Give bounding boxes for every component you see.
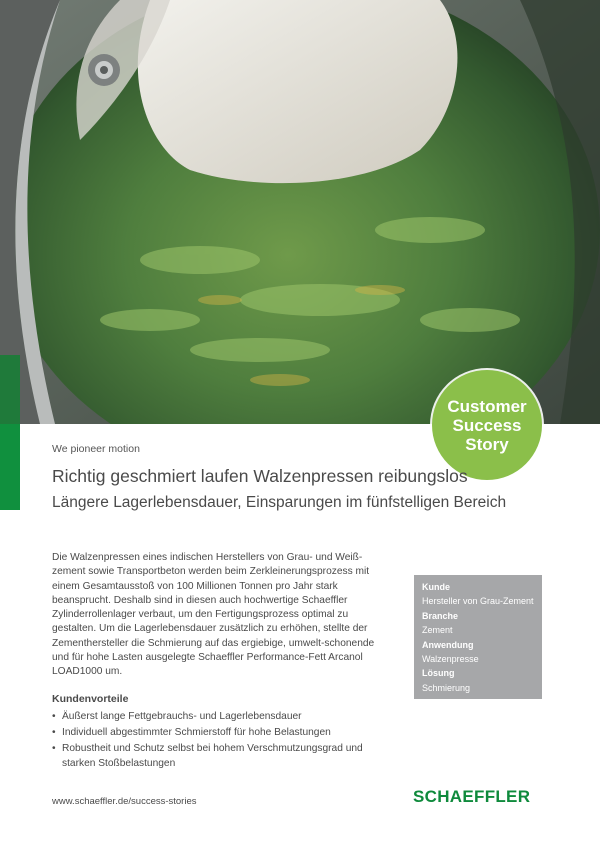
benefit-text: Individuell abgestimmter Schmierstoff für hohe Belastungen	[62, 727, 331, 738]
project-info-box	[414, 575, 542, 699]
hero-photo	[0, 0, 600, 424]
info-label-kunde: Kunde	[422, 582, 450, 592]
green-grease-bearing-photo	[0, 0, 600, 424]
success-stories-link[interactable]: www.schaeffler.de/success-stories	[52, 796, 197, 807]
benefit-text: Äußerst lange Fettgebrauchs- und Lagerlebensdauer	[62, 711, 302, 722]
info-value-kunde: Hersteller von Grau-Zement	[422, 596, 534, 607]
badge-line-1: Customer	[447, 396, 527, 416]
accent-bar-bottom	[0, 424, 20, 510]
list-item	[52, 726, 392, 741]
info-label-anwendung: Anwendung	[422, 639, 474, 650]
info-value-loesung: Schmierung	[422, 682, 471, 693]
info-label-loesung: Lösung	[422, 668, 455, 679]
bullet-icon: •	[52, 711, 56, 722]
bullet-icon: •	[52, 727, 56, 738]
benefits-list	[52, 710, 392, 773]
bullet-icon: •	[52, 743, 56, 754]
intro-paragraph: Die Walzenpressen eines indischen Herstellers von Grau- und Weiß-zement sowie Transportbeton werden beim Zerkleinerungsprozess mit einem Gesamtausstoß von 100 Millionen Tonnen pro Jahr stark beansprucht. Deshalb sind in diesen auch hochwertige Schaeffler Zylinderrollenlager verbaut, um den Fertigungsprozess optimal zu gestalten. Um die Lagerlebensdauer zusätzlich zu erhöhen, stellte der Zementhersteller die Schmierung auf das ergiebige, umwelt-schonende und für hohe Lasten ausgelegte Schaeffler Performance-Fett Arcanol LOAD1000 um.	[52, 552, 375, 678]
info-value-anwendung: Walzenpresse	[422, 654, 479, 665]
badge-line-3: Story	[465, 434, 509, 454]
page-title: Richtig geschmiert laufen Walzenpressen reibungslos	[52, 466, 468, 486]
customer-success-story-badge	[432, 370, 542, 480]
badge-line-2: Success	[452, 415, 522, 435]
accent-bar-top	[0, 355, 20, 425]
list-item	[52, 742, 392, 771]
benefits-heading: Kundenvorteile	[52, 693, 129, 705]
info-value-branche: Zement	[422, 625, 453, 636]
tagline: We pioneer motion	[52, 443, 140, 455]
page-subtitle: Längere Lagerlebensdauer, Einsparungen im fünfstelligen Bereich	[52, 494, 507, 511]
benefit-text: Robustheit und Schutz selbst bei hohem Verschmutzungsgrad und starken Stoßbelastungen	[62, 743, 363, 769]
schaeffler-logo: SCHAEFFLER	[413, 787, 531, 806]
info-label-branche: Branche	[422, 610, 459, 621]
list-item	[52, 710, 392, 725]
